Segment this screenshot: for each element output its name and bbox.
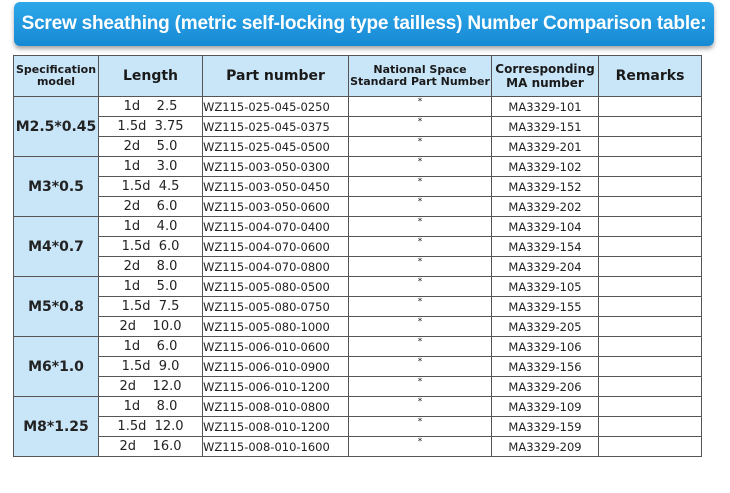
ma-number-cell: MA3329-154 <box>492 237 599 257</box>
part-number-cell: WZ115-006-010-0600 <box>203 337 349 357</box>
part-number-cell: WZ115-006-010-1200 <box>203 377 349 397</box>
length-cell: 1.5d 4.5 <box>99 177 203 197</box>
remarks-cell <box>599 157 702 177</box>
ma-number-cell: MA3329-156 <box>492 357 599 377</box>
length-cell: 1d 2.5 <box>99 97 203 117</box>
part-number-cell: WZ115-004-070-0400 <box>203 217 349 237</box>
length-cell: 1.5d 9.0 <box>99 357 203 377</box>
table-row <box>14 197 702 217</box>
table-row <box>14 377 702 397</box>
remarks-cell <box>599 437 702 457</box>
remarks-cell <box>599 297 702 317</box>
ma-number-cell: MA3329-151 <box>492 117 599 137</box>
ma-number-cell: MA3329-101 <box>492 97 599 117</box>
ma-number-cell: MA3329-104 <box>492 217 599 237</box>
header-remarks: Remarks <box>599 56 702 97</box>
part-number-cell: WZ115-003-050-0450 <box>203 177 349 197</box>
table-row <box>14 397 702 417</box>
part-number-cell: WZ115-003-050-0600 <box>203 197 349 217</box>
ma-number-cell: MA3329-201 <box>492 137 599 157</box>
national-number-cell: * <box>349 257 492 277</box>
table-row <box>14 417 702 437</box>
part-number-cell: WZ115-004-070-0600 <box>203 237 349 257</box>
length-cell: 2d 6.0 <box>99 197 203 217</box>
spec-model-cell: M4*0.7 <box>14 217 99 277</box>
national-number-cell: * <box>349 357 492 377</box>
remarks-cell <box>599 277 702 297</box>
national-number-cell: * <box>349 237 492 257</box>
header-national-standard-part-number: National Space Standard Part Number <box>349 56 492 97</box>
remarks-cell <box>599 237 702 257</box>
table-row <box>14 257 702 277</box>
length-cell: 1.5d 3.75 <box>99 117 203 137</box>
national-number-cell: * <box>349 417 492 437</box>
table-row <box>14 157 702 177</box>
ma-number-cell: MA3329-205 <box>492 317 599 337</box>
national-number-cell: * <box>349 337 492 357</box>
national-number-cell: * <box>349 97 492 117</box>
length-cell: 2d 5.0 <box>99 137 203 157</box>
remarks-cell <box>599 357 702 377</box>
table-body <box>14 97 702 457</box>
ma-number-cell: MA3329-105 <box>492 277 599 297</box>
table-row <box>14 97 702 117</box>
table-row <box>14 277 702 297</box>
spec-model-cell: M2.5*0.45 <box>14 97 99 157</box>
page-title-banner <box>14 2 714 46</box>
ma-number-cell: MA3329-202 <box>492 197 599 217</box>
national-number-cell: * <box>349 137 492 157</box>
remarks-cell <box>599 177 702 197</box>
spec-model-cell: M6*1.0 <box>14 337 99 397</box>
table-row <box>14 297 702 317</box>
part-number-cell: WZ115-005-080-1000 <box>203 317 349 337</box>
table-row <box>14 317 702 337</box>
table-row <box>14 437 702 457</box>
table-row <box>14 137 702 157</box>
ma-number-cell: MA3329-206 <box>492 377 599 397</box>
remarks-cell <box>599 117 702 137</box>
spec-model-cell: M3*0.5 <box>14 157 99 217</box>
part-number-cell: WZ115-005-080-0750 <box>203 297 349 317</box>
length-cell: 2d 10.0 <box>99 317 203 337</box>
ma-number-cell: MA3329-152 <box>492 177 599 197</box>
remarks-cell <box>599 97 702 117</box>
remarks-cell <box>599 317 702 337</box>
ma-number-cell: MA3329-102 <box>492 157 599 177</box>
part-number-cell: WZ115-025-045-0375 <box>203 117 349 137</box>
part-number-cell: WZ115-025-045-0500 <box>203 137 349 157</box>
remarks-cell <box>599 377 702 397</box>
remarks-cell <box>599 257 702 277</box>
length-cell: 2d 12.0 <box>99 377 203 397</box>
national-number-cell: * <box>349 277 492 297</box>
national-number-cell: * <box>349 297 492 317</box>
part-number-cell: WZ115-005-080-0500 <box>203 277 349 297</box>
comparison-table <box>13 55 702 457</box>
remarks-cell <box>599 137 702 157</box>
national-number-cell: * <box>349 377 492 397</box>
part-number-cell: WZ115-006-010-0900 <box>203 357 349 377</box>
ma-number-cell: MA3329-204 <box>492 257 599 277</box>
length-cell: 2d 16.0 <box>99 437 203 457</box>
national-number-cell: * <box>349 217 492 237</box>
national-number-cell: * <box>349 157 492 177</box>
remarks-cell <box>599 417 702 437</box>
national-number-cell: * <box>349 177 492 197</box>
length-cell: 1.5d 6.0 <box>99 237 203 257</box>
length-cell: 1d 8.0 <box>99 397 203 417</box>
remarks-cell <box>599 337 702 357</box>
national-number-cell: * <box>349 317 492 337</box>
national-number-cell: * <box>349 117 492 137</box>
part-number-cell: WZ115-008-010-0800 <box>203 397 349 417</box>
table-row <box>14 237 702 257</box>
length-cell: 1d 6.0 <box>99 337 203 357</box>
length-cell: 1d 5.0 <box>99 277 203 297</box>
remarks-cell <box>599 197 702 217</box>
length-cell: 1.5d 7.5 <box>99 297 203 317</box>
header-specification-model: Specification model <box>14 56 99 97</box>
part-number-cell: WZ115-004-070-0800 <box>203 257 349 277</box>
spec-model-cell: M5*0.8 <box>14 277 99 337</box>
table-row <box>14 177 702 197</box>
length-cell: 1d 3.0 <box>99 157 203 177</box>
header-ma-number: Corresponding MA number <box>492 56 599 97</box>
page-title: Screw sheathing (metric self-locking type tailless) Number Comparison table: <box>21 13 707 34</box>
national-number-cell: * <box>349 397 492 417</box>
remarks-cell <box>599 217 702 237</box>
length-cell: 2d 8.0 <box>99 257 203 277</box>
ma-number-cell: MA3329-109 <box>492 397 599 417</box>
ma-number-cell: MA3329-155 <box>492 297 599 317</box>
length-cell: 1d 4.0 <box>99 217 203 237</box>
table-row <box>14 357 702 377</box>
national-number-cell: * <box>349 197 492 217</box>
table-header-row <box>14 56 702 97</box>
spec-model-cell: M8*1.25 <box>14 397 99 457</box>
length-cell: 1.5d 12.0 <box>99 417 203 437</box>
ma-number-cell: MA3329-106 <box>492 337 599 357</box>
table-row <box>14 117 702 137</box>
national-number-cell: * <box>349 437 492 457</box>
table-row <box>14 337 702 357</box>
remarks-cell <box>599 397 702 417</box>
header-length: Length <box>99 56 203 97</box>
part-number-cell: WZ115-008-010-1600 <box>203 437 349 457</box>
part-number-cell: WZ115-025-045-0250 <box>203 97 349 117</box>
part-number-cell: WZ115-008-010-1200 <box>203 417 349 437</box>
ma-number-cell: MA3329-209 <box>492 437 599 457</box>
ma-number-cell: MA3329-159 <box>492 417 599 437</box>
header-part-number: Part number <box>203 56 349 97</box>
table-row <box>14 217 702 237</box>
part-number-cell: WZ115-003-050-0300 <box>203 157 349 177</box>
